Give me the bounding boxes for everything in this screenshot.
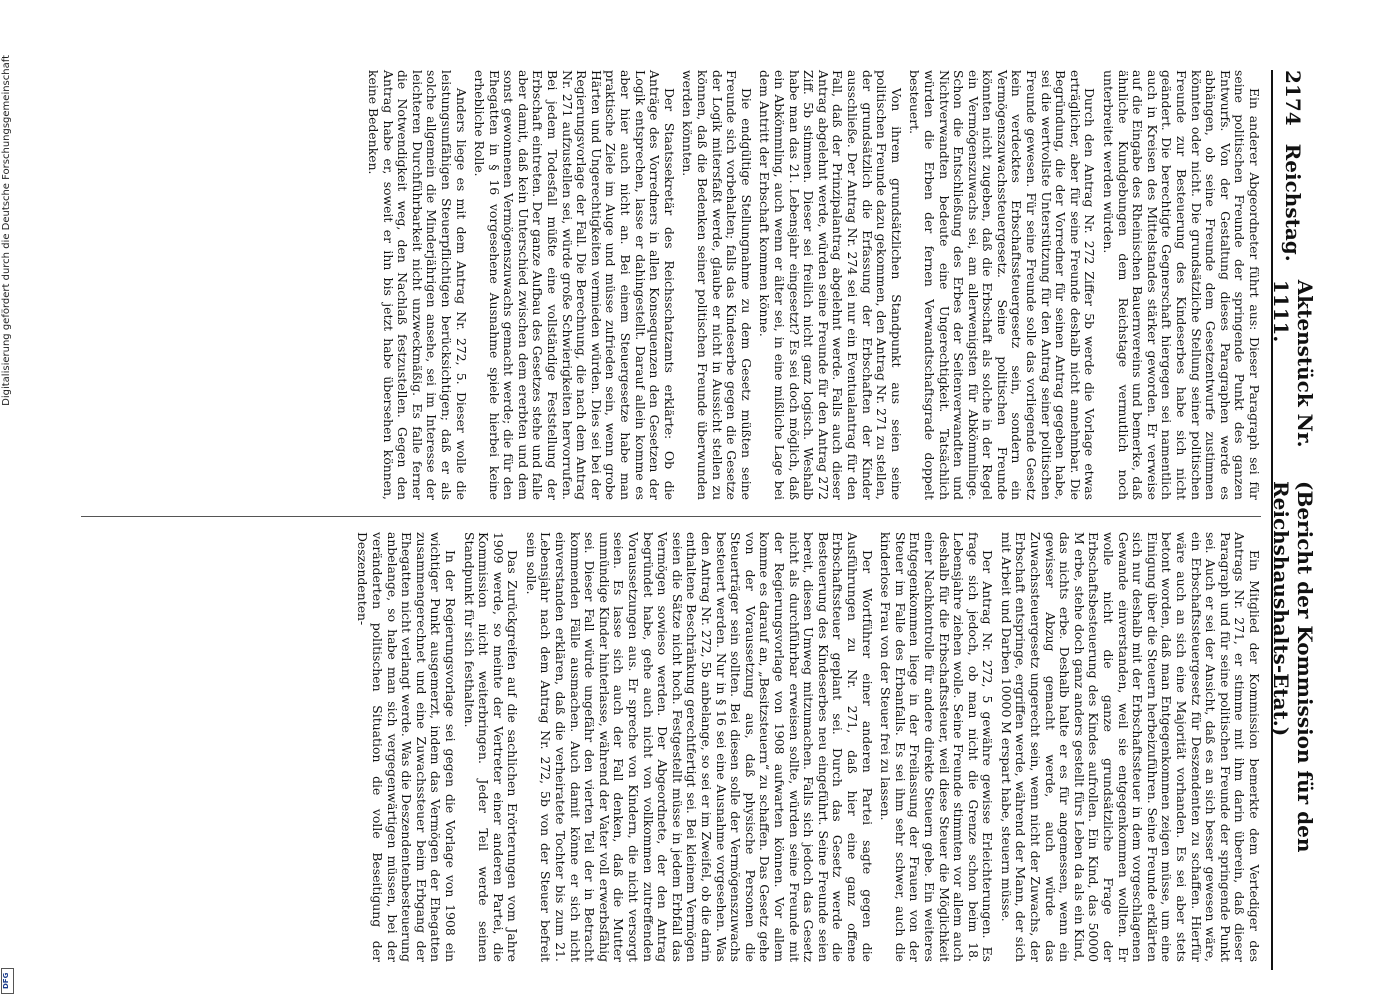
dfg-logo-icon: DFG bbox=[1, 968, 14, 994]
document-page bbox=[75, 70, 1317, 970]
paragraph: In der Regierungsvorlage sei gegen die Vorlage von 1908 ein wichtiger Punkt ausgemerzt, indem das Vermögen der Ehegatten zusammengerechnet und eine Zuwachssteuer beim Erbgang der Ehegatten nicht verlangt werde. Was die Deszendentenbesteuerung anbelange, so habe man sich vergegenwärtigen müssen, bei der veränderten politischen Situation die volle Beseitigung der Deszendenten- bbox=[355, 532, 458, 962]
page-header bbox=[1269, 70, 1317, 970]
paragraph: Anders liege es mit dem Antrag Nr. 272, 5. Dieser wolle die leistungsunfähigen Steuerpflichtigen berücksichtigen; daß er als solche allgemein die Minderjährigen ansehe, sei im Interesse der leichteren Durchführbarkeit nicht unzweckmäßig. Es falle ferner die Notwendigkeit weg, den Nachlaß festzustellen. Gegen den Antrag habe er, soweit er ihn bis jetzt habe übersehen können, keine Bedenken. bbox=[365, 70, 469, 500]
page-number: 2174 bbox=[1281, 70, 1305, 126]
paragraph: Ein anderer Abgeordneter führt aus: Dieser Paragraph sei für seine politischen Freunde der springende Punkt des ganzen Entwurfs. Von der Gestaltung dieses Paragraphen werde es abhängen, ob seine Freunde dem Gesetzentwurfe zustimmen könnten oder nicht. Die grundsätzliche Stellung seiner politischen Freunde zur Besteuerung des Kindeserbes habe sich nicht geändert. Die berechtigte Gegnerschaft hiergegen sei namentlich auch in Kreisen des Mittelstandes stärker geworden. Er verweise auf die Eingabe des Rheinischen Bauernvereins und bemerke, daß ähnliche Kundgebungen dem Reichstage vermutlich noch unterbreitet werden würden. bbox=[1101, 70, 1262, 500]
right-column bbox=[81, 532, 1261, 962]
column-divider bbox=[81, 516, 1261, 517]
paragraph: Von ihrem grundsätzlichen Standpunkt aus seien seine politischen Freunde dazu gekommen, den Antrag Nr. 271 zu stellen, der grundsätzlich die Erfassung der Erbschaften der Kinder ausschließe. Der Antrag Nr. 274 sei nur ein Eventualantrag für den Fall, daß der Prinzipalantrag abgelehnt werde. Falls auch dieser Antrag abgelehnt werde, würden seine Freunde für den Antrag 272 Ziff. 5b stimmen. Dieser sei freilich nicht ganz logisch. Weshalb habe man das 21. Lebensjahr eingesetzt? Es sei doch möglich, daß ein Abkömmling, auch wenn er älter sei, in eine mißliche Lage bei dem Antritt der Erbschaft kommen könne. bbox=[757, 70, 904, 500]
scanned-page-viewport bbox=[75, 70, 1317, 970]
sidebar-credit-text: Digitalisierung gefördert durch die Deutsche Forschungsgemeinschaft bbox=[1, 55, 12, 406]
paragraph: Der Antrag Nr. 272, 5 gewähre gewisse Erleichterungen. Es frage sich jedoch, ob man nicht die Grenze schon beim 18. Lebensjahre ziehen wolle. Seine Freunde stimmten vor allem auch deshalb für die Erbschaftssteuer, weil diese Steuer die Möglichkeit einer Nachkontrolle für andere direkte Steuern gebe. Ein weiteres Entgegenkommen liege in der Freilassung der Frauen von der Steuer im Falle des Erbanfalls. Es sei ihm sehr schwer, auch die kinderlose Frau von der Steuer frei zu lassen. bbox=[878, 532, 996, 962]
paragraph: Durch den Antrag Nr. 272 Ziffer 5b werde die Vorlage etwas erträglicher, aber für seine Freunde deshalb nicht annehmbar. Die Begründung, die der Vorredner für seinen Antrag gegeben habe, sei die wertvollste Unterstützung für den Antrag seiner politischen Freunde gewesen. Für seine Freunde solle das vorliegende Gesetz kein verdecktes Erbschaftssteuergesetz sein, sondern ein Vermögenszuwachssteuergesetz. Seine politischen Freunde könnten nicht zugeben, daß die Erbschaft als solche in der Regel ein Vermögenszuwachs sei, am allerwenigsten für Abkömmlinge. Schon die Entschließung des Erbes der Seitenverwandten und Nichtverwandten bedeute eine Ungerechtigkeit. Tatsächlich würden die Erben der fernen Verwandtschaftsgrade doppelt besteuert. bbox=[907, 70, 1098, 500]
digitization-sidebar bbox=[0, 0, 16, 1000]
paragraph: Der Staatssekretär des Reichsschatzamts erklärte: Ob die Anträge des Vorredners in allen Konsequenzen den Gesetzen der Logik entsprechen, lasse er dahingestellt. Darauf allein komme es aber hier auch nicht an. Bei einem Steuergesetze habe man praktische Ziele im Auge und müsse zufrieden sein, wenn grobe Härten und Ungerechtigkeiten vermieden würden. Dies sei bei der Regierungsvorlage der Fall. Die Berechnung, die nach dem Antrag Nr. 271 aufzustellen sei, würde große Schwierigkeiten hervorrufen. Bei jedem Todesfall müßte eine vollständige Feststellung der Erbschaft eintreten. Der ganze Aufbau des Gesetzes stehe und falle aber damit, daß kein Unterschied zwischen dem ererbten und dem sonst gewonnenen Vermögenszuwachs gemacht werde; die für den Ehegatten in § 16 vorgesehene Ausnahme spiele hierbei keine erhebliche Rolle. bbox=[472, 70, 677, 500]
paragraph: Ein Mitglied der Kommission bemerkte dem Vertediger des Antrags Nr. 271, er stimme mit ihm darin überein, daß dieser Paragraph und für seine politischen Freunde der springende Punkt sei. Auch er sei der Ansicht, daß es an sich besser gewesen wäre, ein Erbschaftssteuergesetz für Deszendenten zu schaffen. Hierfür wäre auch an sich eine Majorität vorhanden. Es sei aber stets betont worden, daß man Entgegenkommen zeigen müsse, um eine Einigung über die Steuern herbeizuführen. Seine Freunde erklärten sich nur deshalb mit der Erbschaftssteuer in dem vorgeschlagenen Gewande einverstanden, weil sie entgegenkommen wollten. Er wolle nicht die ganze grundsätzliche Frage der Erbschaftsbesteuerung des Kindes aufrollen. Ein Kind, das 50000 M erbe, stehe doch ganz anders gestellt fürs Leben da als ein Kind, das nichts erbe. Deshalb halte er es für angemessen, wenn ein gewisser Abzug gemacht werde, auch würde das Zuwachssteuergesetz ungerecht sein, wenn nicht der Zuwachs, der Erbschaft entspringe, ergriffen werde, während der Mann, der sich mit Arbeit und Darben 10000 M erspart habe, steuern müsse. bbox=[998, 532, 1262, 962]
paragraph: Der Wortführer einer anderen Partei sagte gegen die Ausführungen zu Nr. 271, daß hier eine ganz offene Erbschaftssteuer geplant sei. Durch das Gesetz werde die Besteuerung des Kindeserbes neu eingeführt. Seine Freunde seien bereit, diesen Umweg mitzumachen. Falls sich jedoch das Gesetz nicht als durchführbar erweisen sollte, würden seine Freunde mit der Regierungsvorlage von 1908 aufwarten können. Vor allem komme es darauf an, „Besitzsteuern“ zu schaffen. Das Gesetz gehe von der Voraussetzung aus, daß physische Personen die Steuerträger sein sollten. Bei diesen solle der Vermögenszuwachs besteuert werden. Nur in § 16 sei eine Ausnahme vorgesehen. Was den Antrag Nr. 272, 5b anbelange, so sei er im Zweifel, ob die darin enthaltene Beschränkung gerechtfertigt sei. Bei kleinem Vermögen seien die Sätze nicht hoch. Festgestellt müsse in jedem Erbfall das Vermögen sowieso werden. Der Abgeordnete, der den Antrag begründet habe, gehe auch nicht von vollkommen zutreffenden Voraussetzungen aus. Er spreche von Kindern, die nicht versorgt seien. Es lasse sich auch der Fall denken, daß die Mutter unmündige Kinder hinterlasse, während der Vater voll erwerbsfähig sei. Dieser Fall würde ungefähr den vierten Teil der in Betracht kommenden Fälle ausmachen. Auch damit könne er sich nicht einverstanden erklären, daß die verheiratete Tochter bis zum 21. Lebensjahr nach dem Antrag Nr. 272, 5b von der Steuer befreit sein solle. bbox=[523, 532, 875, 962]
header-title: Aktenstück Nr. 1111. bbox=[1269, 279, 1317, 448]
left-column bbox=[81, 70, 1261, 500]
paragraph: Das Zurückgreifen auf die sachlichen Erörterungen vom Jahre 1909 werde, so meinte der Vertreter einer anderen Partei, die Kommission nicht weiterbringen. Jeder Teil werde seinen Standpunkt für sich festhalten. bbox=[461, 532, 521, 962]
paragraph: Die endgültige Stellungnahme zu dem Gesetz müßten seine Freunde sich vorbehalten; falls das Kindeserbe gegen die Gesetze der Logik mitersfaßt werde, glaube er nicht in Aussicht stellen zu können, daß die Bedenken seiner politischen Freunde überwunden werden könnten. bbox=[680, 70, 754, 500]
header-section: Reichstag. bbox=[1281, 143, 1305, 262]
header-subtitle: (Bericht der Kommission für den Reichshaushalts-Etat.) bbox=[1269, 481, 1317, 853]
